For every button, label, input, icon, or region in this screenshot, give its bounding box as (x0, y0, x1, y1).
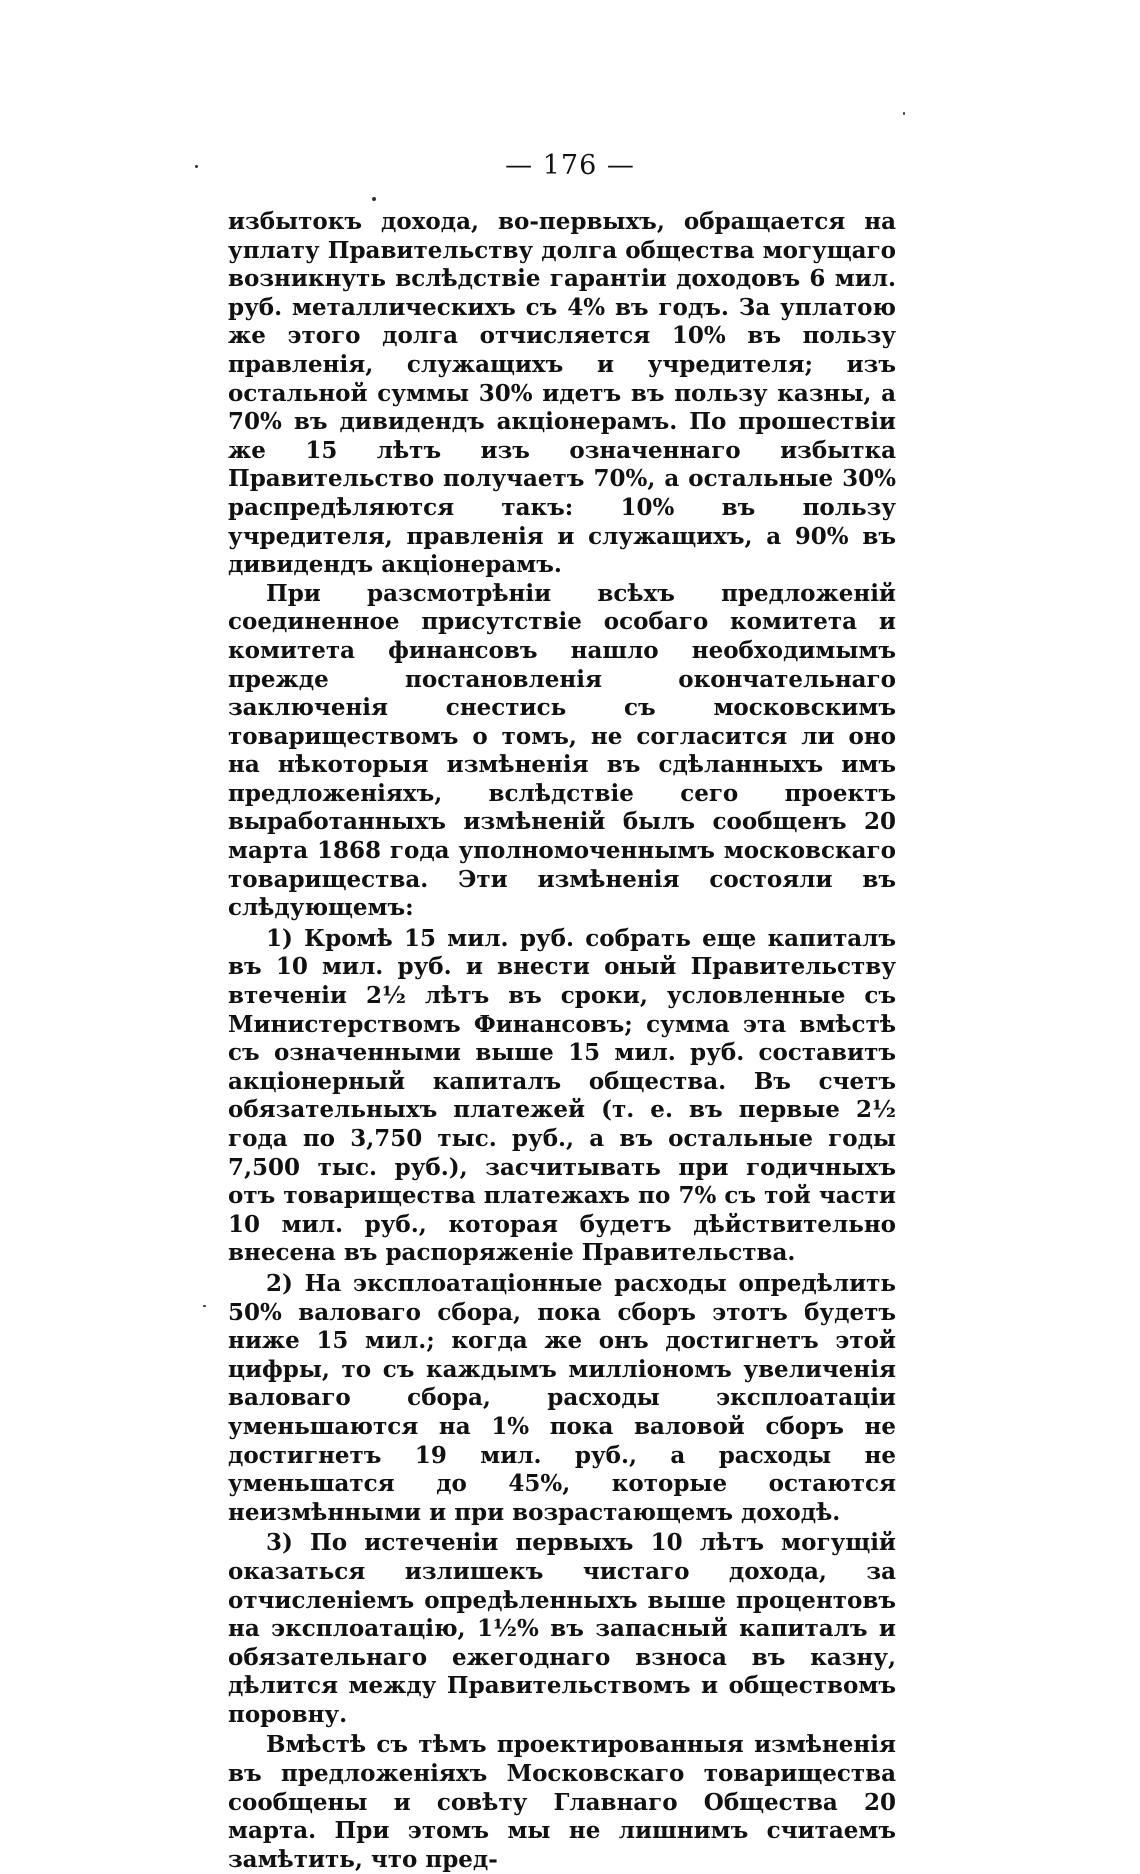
list-item-3: 3) По истеченіи первыхъ 10 лѣтъ могущій оказаться излишекъ чистаго дохода, за отчисленіемъ опредѣленныхъ выше процентовъ на эксплоатацію, 1½% въ запасный капиталъ и обязательнаго ежегоднаго взноса въ казну, дѣлится между Правительствомъ и обществомъ поровну. (228, 1529, 896, 1728)
list-item-1: 1) Кромѣ 15 мил. руб. собрать еще капиталъ въ 10 мил. руб. и внести оный Правительству втеченіи 2½ лѣтъ въ сроки, условленные съ Министерствомъ Финансовъ; сумма эта вмѣстѣ съ означенными выше 15 мил. руб. составитъ акціонерный капиталъ общества. Въ счетъ обязательныхъ платежей (т. е. въ первые 2½ года по 3,750 тыс. руб., а въ остальные годы 7,500 тыс. руб.), засчитывать при годичныхъ отъ товарищества платежахъ по 7% съ той части 10 мил. руб., которая будетъ дѣйствительно внесена въ распоряженіе Правительства. (228, 924, 896, 1267)
paragraph: При разсмотрѣніи всѣхъ предложеній соединенное присутствіе особаго комитета и комитета финансовъ нашло необходимымъ прежде постановленія окончательнаго заключенія снестись съ московскимъ товариществомъ о томъ, не согласится ли оно на нѣкоторыя измѣненія въ сдѣланныхъ имъ предложеніяхъ, вслѣдствіе сего проектъ выработанныхъ измѣненій былъ сообщенъ 20 марта 1868 года уполномоченнымъ московскаго товарищества. Эти измѣненія состояли въ слѣдующемъ: (228, 579, 896, 922)
print-speck (372, 197, 376, 201)
paragraph-continued: избытокъ дохода, во-первыхъ, обращается на уплату Правительству долга общества могущаго возникнуть вслѣдствіе гарантіи доходовъ 6 мил. руб. металлическихъ съ 4% въ годъ. За уплатою же этого долга отчисляется 10% въ пользу правленія, служащихъ и учредителя; изъ остальной суммы 30% идетъ въ пользу казны, а 70% въ дивидендъ акціонерамъ. По прошествіи же 15 лѣтъ изъ означеннаго избытка Правительство получаетъ 70%, а остальные 30% распредѣляются такъ: 10% въ пользу учредителя, правленія и служащихъ, а 90% въ дивидендъ акціонерамъ. (228, 208, 896, 579)
body-text (228, 208, 896, 1874)
page-number: — 176 — (505, 150, 635, 181)
print-speck (903, 112, 905, 115)
paragraph: Вмѣстѣ съ тѣмъ проектированныя измѣненія въ предложеніяхъ Московскаго товарищества сообщены и совѣту Главнаго Общества 20 марта. При этомъ мы не лишнимъ считаемъ замѣтить, что пред- (228, 1731, 896, 1873)
list-item-2: 2) На эксплоатаціонные расходы опредѣлить 50% валоваго сбора, пока сборъ этотъ будетъ ниже 15 мил.; когда же онъ достигнетъ этой цифры, то съ каждымъ милліономъ увеличенія валоваго сбора, расходы эксплоатаціи уменьшаются на 1% пока валовой сборъ не достигнетъ 19 мил. руб., а расходы не уменьшатся до 45%, которые остаются неизмѣнными и при возрастающемъ доходѣ. (228, 1269, 896, 1526)
print-speck (203, 1305, 206, 1307)
